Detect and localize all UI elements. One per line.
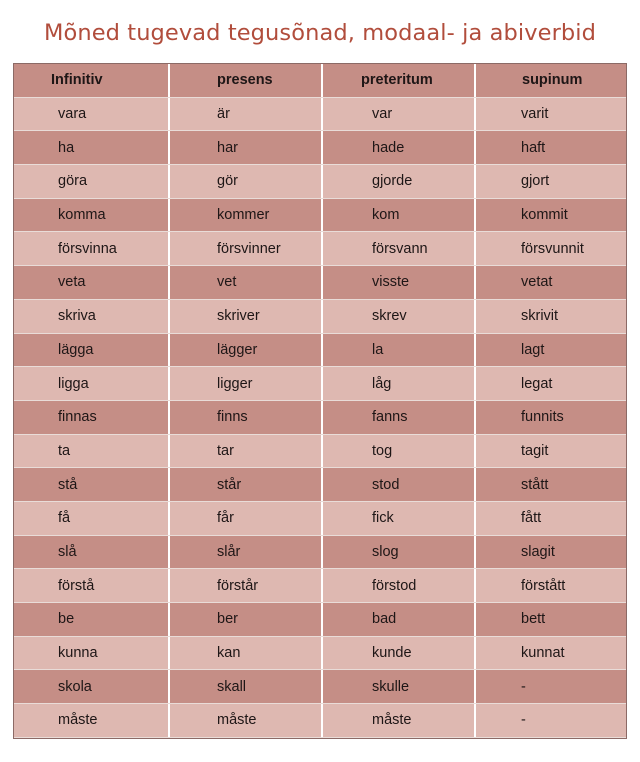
- cell-text: försvann: [372, 240, 428, 257]
- cell-text: finnas: [58, 409, 97, 426]
- cell-supinum: [474, 131, 626, 164]
- cell-infinitiv: [14, 98, 168, 131]
- cell-text: fick: [372, 510, 394, 527]
- cell-text: -: [521, 678, 526, 695]
- cell-text: kommit: [521, 207, 568, 224]
- cell-text: skriva: [58, 308, 96, 325]
- cell-presens: [168, 300, 321, 333]
- cell-presens: [168, 401, 321, 434]
- table-row: [14, 131, 626, 165]
- cell-text: står: [217, 476, 242, 493]
- cell-presens: [168, 536, 321, 569]
- table-row: [14, 670, 626, 704]
- cell-supinum: [474, 165, 626, 198]
- cell-text: skall: [217, 678, 247, 695]
- verb-table: [14, 64, 626, 738]
- cell-supinum: [474, 502, 626, 535]
- cell-text: kunde: [372, 645, 412, 662]
- cell-presens: [168, 232, 321, 265]
- table-row: [14, 232, 626, 266]
- cell-presens: [168, 435, 321, 468]
- cell-presens: [168, 603, 321, 636]
- cell-preteritum: [321, 536, 474, 569]
- cell-text: försvinna: [58, 240, 117, 257]
- cell-text: måste: [58, 712, 98, 729]
- cell-preteritum: [321, 670, 474, 703]
- cell-text: -: [521, 712, 526, 729]
- cell-text: bett: [521, 611, 546, 628]
- cell-presens: [168, 131, 321, 164]
- cell-text: gjorde: [372, 173, 413, 190]
- table-row: [14, 704, 626, 738]
- cell-infinitiv: [14, 536, 168, 569]
- table-row: [14, 300, 626, 334]
- cell-supinum: [474, 199, 626, 232]
- cell-preteritum: [321, 502, 474, 535]
- cell-supinum: [474, 232, 626, 265]
- cell-preteritum: [321, 401, 474, 434]
- cell-text: låg: [372, 375, 392, 392]
- page-title: Mõned tugevad tegusõnad, modaal- ja abiverbid: [43, 20, 597, 46]
- cell-infinitiv: [14, 569, 168, 602]
- cell-presens: [168, 367, 321, 400]
- table-row: [14, 435, 626, 469]
- cell-text: vet: [217, 274, 237, 291]
- table-body: [14, 98, 626, 738]
- cell-text: fanns: [372, 409, 408, 426]
- table-row: [14, 468, 626, 502]
- table-row: [14, 569, 626, 603]
- table-row: [14, 401, 626, 435]
- table-row: [14, 637, 626, 671]
- cell-text: be: [58, 611, 75, 628]
- cell-text: finns: [217, 409, 248, 426]
- cell-presens: [168, 468, 321, 501]
- cell-infinitiv: [14, 199, 168, 232]
- table-header-row: [14, 64, 626, 98]
- table-row: [14, 199, 626, 233]
- cell-text: lägger: [217, 341, 258, 358]
- cell-infinitiv: [14, 670, 168, 703]
- cell-preteritum: [321, 266, 474, 299]
- cell-preteritum: [321, 334, 474, 367]
- cell-preteritum: [321, 232, 474, 265]
- header-cell-infinitiv: Infinitiv: [14, 64, 168, 97]
- cell-text: ta: [58, 442, 71, 459]
- cell-infinitiv: [14, 131, 168, 164]
- cell-text: måste: [217, 712, 257, 729]
- cell-text: bad: [372, 611, 397, 628]
- cell-preteritum: [321, 98, 474, 131]
- cell-supinum: [474, 468, 626, 501]
- cell-text: hade: [372, 139, 405, 156]
- cell-text: försvinner: [217, 240, 281, 257]
- cell-text: skola: [58, 678, 92, 695]
- cell-presens: [168, 670, 321, 703]
- cell-text: veta: [58, 274, 86, 291]
- cell-preteritum: [321, 435, 474, 468]
- cell-text: kunna: [58, 645, 98, 662]
- cell-preteritum: [321, 131, 474, 164]
- cell-text: vara: [58, 106, 87, 123]
- cell-text: kommer: [217, 207, 270, 224]
- cell-text: måste: [372, 712, 412, 729]
- cell-text: får: [217, 510, 234, 527]
- cell-text: ber: [217, 611, 238, 628]
- cell-presens: [168, 502, 321, 535]
- cell-text: var: [372, 106, 393, 123]
- cell-text: ha: [58, 139, 75, 156]
- cell-text: lägga: [58, 341, 94, 358]
- cell-text: tog: [372, 442, 393, 459]
- cell-text: legat: [521, 375, 553, 392]
- cell-infinitiv: [14, 603, 168, 636]
- cell-text: skrivit: [521, 308, 559, 325]
- table-row: [14, 98, 626, 132]
- cell-text: visste: [372, 274, 410, 291]
- cell-text: varit: [521, 106, 549, 123]
- cell-supinum: [474, 367, 626, 400]
- cell-text: lagt: [521, 341, 545, 358]
- cell-text: kan: [217, 645, 241, 662]
- cell-text: fått: [521, 510, 542, 527]
- cell-text: förstod: [372, 577, 417, 594]
- cell-supinum: [474, 536, 626, 569]
- cell-text: få: [58, 510, 71, 527]
- cell-supinum: [474, 637, 626, 670]
- cell-text: funnits: [521, 409, 564, 426]
- cell-preteritum: [321, 637, 474, 670]
- cell-text: skrev: [372, 308, 407, 325]
- cell-infinitiv: [14, 165, 168, 198]
- cell-preteritum: [321, 603, 474, 636]
- cell-supinum: [474, 401, 626, 434]
- cell-preteritum: [321, 199, 474, 232]
- cell-supinum: [474, 435, 626, 468]
- table-row: [14, 266, 626, 300]
- cell-text: vetat: [521, 274, 553, 291]
- cell-infinitiv: [14, 300, 168, 333]
- cell-text: gjort: [521, 173, 550, 190]
- cell-text: kunnat: [521, 645, 565, 662]
- cell-preteritum: [321, 300, 474, 333]
- cell-text: stå: [58, 476, 78, 493]
- cell-supinum: [474, 670, 626, 703]
- cell-infinitiv: [14, 468, 168, 501]
- table-row: [14, 536, 626, 570]
- table-row: [14, 165, 626, 199]
- cell-text: ligga: [58, 375, 89, 392]
- cell-infinitiv: [14, 232, 168, 265]
- cell-text: la: [372, 341, 384, 358]
- cell-preteritum: [321, 468, 474, 501]
- table-row: [14, 502, 626, 536]
- cell-text: slog: [372, 543, 399, 560]
- header-cell-supinum: supinum: [474, 64, 626, 97]
- cell-presens: [168, 98, 321, 131]
- cell-text: slår: [217, 543, 241, 560]
- cell-preteritum: [321, 704, 474, 737]
- table-row: [14, 334, 626, 368]
- cell-supinum: [474, 300, 626, 333]
- cell-infinitiv: [14, 637, 168, 670]
- cell-text: kom: [372, 207, 400, 224]
- cell-supinum: [474, 569, 626, 602]
- cell-infinitiv: [14, 435, 168, 468]
- cell-supinum: [474, 603, 626, 636]
- cell-text: ligger: [217, 375, 253, 392]
- cell-supinum: [474, 704, 626, 737]
- cell-infinitiv: [14, 266, 168, 299]
- cell-text: försvunnit: [521, 240, 584, 257]
- table-row: [14, 603, 626, 637]
- cell-text: tagit: [521, 442, 549, 459]
- cell-infinitiv: [14, 704, 168, 737]
- cell-infinitiv: [14, 367, 168, 400]
- header-cell-preteritum: preteritum: [321, 64, 474, 97]
- cell-text: haft: [521, 139, 546, 156]
- cell-supinum: [474, 334, 626, 367]
- cell-text: är: [217, 106, 230, 123]
- cell-text: skulle: [372, 678, 410, 695]
- cell-presens: [168, 334, 321, 367]
- cell-preteritum: [321, 165, 474, 198]
- cell-presens: [168, 704, 321, 737]
- cell-preteritum: [321, 367, 474, 400]
- cell-text: slagit: [521, 543, 555, 560]
- table-row: [14, 367, 626, 401]
- cell-text: skriver: [217, 308, 260, 325]
- cell-supinum: [474, 98, 626, 131]
- cell-preteritum: [321, 569, 474, 602]
- cell-text: förstår: [217, 577, 259, 594]
- cell-supinum: [474, 266, 626, 299]
- cell-text: förstått: [521, 577, 566, 594]
- cell-infinitiv: [14, 334, 168, 367]
- cell-text: komma: [58, 207, 106, 224]
- cell-presens: [168, 165, 321, 198]
- cell-text: har: [217, 139, 238, 156]
- cell-text: stod: [372, 476, 400, 493]
- cell-presens: [168, 637, 321, 670]
- header-cell-presens: presens: [168, 64, 321, 97]
- cell-presens: [168, 266, 321, 299]
- cell-infinitiv: [14, 401, 168, 434]
- cell-text: stått: [521, 476, 549, 493]
- cell-text: slå: [58, 543, 77, 560]
- cell-text: gör: [217, 173, 238, 190]
- cell-text: tar: [217, 442, 234, 459]
- cell-infinitiv: [14, 502, 168, 535]
- cell-presens: [168, 199, 321, 232]
- cell-text: förstå: [58, 577, 95, 594]
- cell-presens: [168, 569, 321, 602]
- cell-text: göra: [58, 173, 88, 190]
